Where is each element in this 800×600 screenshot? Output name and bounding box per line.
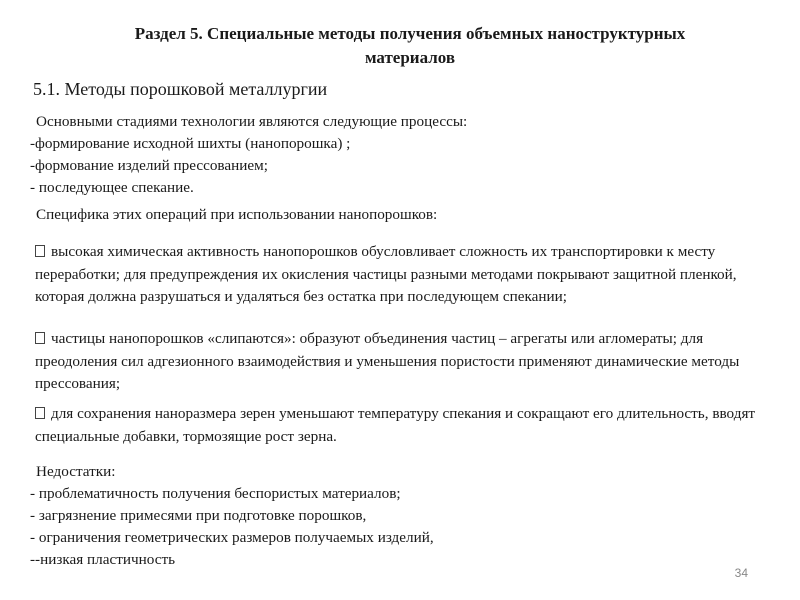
square-bullet-icon [35,245,45,257]
stages-block [30,111,770,199]
drawback-item: - проблематичность получения беспористых материалов; [30,485,401,502]
bullet-text: частицы нанопорошков «слипаются»: образуют объединения частиц – агрегаты или агломераты; для преодоления сил адгезионного взаимодействия и уменьшения пористости применяют динамические методы прессования; [35,330,740,392]
specifics-bullet [35,403,770,448]
bullet-text: высокая химическая активность нанопорошков обусловливает сложность их транспортировки к месту переработки; для предупреждения их окисления частицы разными методами покрывают защитной пленкой, которая должна разрушаться и удаляться без остатка при последующем спекании; [35,243,737,305]
slide-title-line-2: материалов [364,48,456,67]
square-bullet-icon [35,407,45,419]
section-subtitle: 5.1. Методы порошковой металлургии [33,79,328,99]
stage-item: - последующее спекание. [30,179,194,196]
specifics-bullet [35,241,770,309]
drawback-item: - ограничения геометрических размеров получаемых изделий, [30,529,434,546]
page-number: 34 [734,566,748,580]
specifics-intro: Специфика этих операций при использовании нанопорошков: [36,206,438,223]
stages-intro: Основными стадиями технологии являются следующие процессы: [36,113,468,130]
slide-title-line-1: Раздел 5. Специальные методы получения объемных наноструктурных [134,24,686,43]
square-bullet-icon [35,332,45,344]
drawbacks-title: Недостатки: [36,463,116,480]
drawbacks-block [30,461,770,571]
drawback-item: --низкая пластичность [30,551,176,568]
specifics-bullet [35,328,770,396]
drawback-item: - загрязнение примесями при подготовке порошков, [30,507,367,524]
slide-title [40,22,780,70]
stage-item: -формирование исходной шихты (нанопорошка) ; [30,135,351,152]
stage-item: -формование изделий прессованием; [30,157,268,174]
bullet-text: для сохранения наноразмера зерен уменьшают температуру спекания и сокращают его длительность, вводят специальные добавки, тормозящие рост зерна. [35,405,756,445]
